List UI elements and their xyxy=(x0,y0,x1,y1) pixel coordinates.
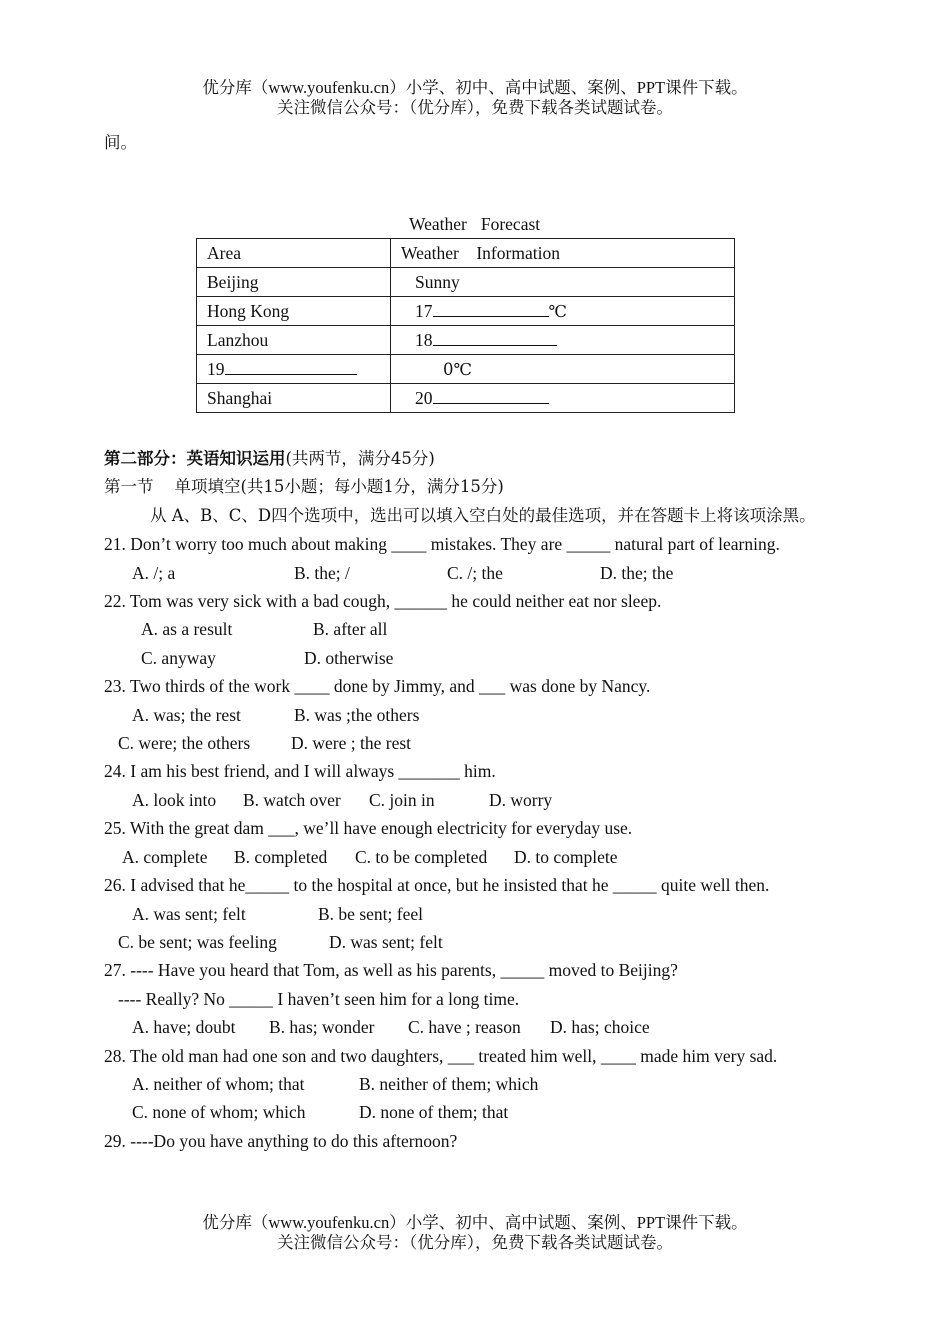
option-d: D. worry xyxy=(489,789,553,810)
exam-body xyxy=(104,445,864,1155)
question-25: 25. With the great dam ___, we’ll have enough electricity for everyday use. xyxy=(104,818,633,839)
question-26: 26. I advised that he_____ to the hospital at once, but he insisted that he _____ quite well then. xyxy=(104,875,770,896)
unit-celsius: ℃ xyxy=(548,302,567,321)
table-title xyxy=(409,214,554,235)
options-26-row2 xyxy=(104,928,864,956)
page-footer xyxy=(0,1213,950,1253)
table-title-a: Weather xyxy=(409,214,467,234)
option-a: A. look into xyxy=(132,789,217,810)
footer-line-2: 关注微信公众号：（优分库），免费下载各类试题试卷。 xyxy=(277,1233,673,1252)
row-info xyxy=(391,297,735,326)
answer-blank xyxy=(225,358,357,375)
options-24 xyxy=(104,786,864,814)
header-info: Weather Information xyxy=(391,239,735,268)
row-area: Hong Kong xyxy=(197,297,391,326)
header-area: Area xyxy=(197,239,391,268)
question-23: 23. Two thirds of the work ____ done by Jimmy, and ___ was done by Nancy. xyxy=(104,676,651,697)
option-b: B. after all xyxy=(313,619,388,640)
option-d: D. none of them; that xyxy=(359,1102,509,1123)
instruction: 从 A、B、C、D四个选项中，选出可以填入空白处的最佳选项，并在答题卡上将该项涂黑。 xyxy=(150,505,816,525)
options-28-row2 xyxy=(104,1098,864,1126)
answer-blank xyxy=(433,387,549,404)
blank-number: 18 xyxy=(415,330,433,350)
option-b: B. completed xyxy=(234,846,328,867)
table-row xyxy=(197,326,735,355)
part2-title xyxy=(104,445,864,473)
answer-blank xyxy=(433,329,557,346)
option-c: C. none of whom; which xyxy=(132,1102,306,1123)
options-21 xyxy=(104,559,864,587)
footer-line-1: 优分库（www.youfenku.cn）小学、初中、高中试题、案例、PPT课件下载。 xyxy=(202,1213,748,1232)
option-d: D. otherwise xyxy=(304,647,394,668)
option-a: A. was; the rest xyxy=(132,704,241,725)
option-d: D. the; the xyxy=(600,562,674,583)
option-a: A. was sent; felt xyxy=(132,903,246,924)
part2-title-bold: 第二部分：英语知识运用 xyxy=(104,449,286,468)
blank-number: 19 xyxy=(207,359,225,379)
row-area: Shanghai xyxy=(197,384,391,413)
question-27: 27. ---- Have you heard that Tom, as well as his parents, _____ moved to Beijing? xyxy=(104,960,678,981)
page-header-top xyxy=(0,78,950,118)
option-c: C. anyway xyxy=(141,647,216,668)
question-28: 28. The old man had one son and two daughters, ___ treated him well, ____ made him very sad. xyxy=(104,1045,778,1066)
options-22-row1 xyxy=(104,615,864,643)
table-row xyxy=(197,384,735,413)
option-b: B. has; wonder xyxy=(269,1017,375,1038)
option-d: D. has; choice xyxy=(550,1017,650,1038)
option-c: C. be sent; was feeling xyxy=(118,931,277,952)
row-info: 0℃ xyxy=(391,355,735,384)
options-27 xyxy=(104,1013,864,1041)
option-a: A. /; a xyxy=(132,562,176,583)
option-a: A. complete xyxy=(122,846,208,867)
part2-title-rest: (共两节，满分45分) xyxy=(285,449,435,468)
option-b: B. neither of them; which xyxy=(359,1073,539,1094)
option-c: C. have ; reason xyxy=(408,1017,521,1038)
section1-title: 第一节 单项填空(共15小题；每小题1分，满分15分) xyxy=(104,477,504,497)
question-24: 24. I am his best friend, and I will always _______ him. xyxy=(104,761,496,782)
row-info xyxy=(391,326,735,355)
row-area xyxy=(197,355,391,384)
header-line-1: 优分库（www.youfenku.cn）小学、初中、高中试题、案例、PPT课件下载。 xyxy=(202,78,748,97)
option-a: A. neither of whom; that xyxy=(132,1073,305,1094)
row-area: Beijing xyxy=(197,268,391,297)
question-27-reply: ---- Really? No _____ I haven’t seen him for a long time. xyxy=(118,988,520,1009)
option-d: D. were ; the rest xyxy=(291,733,412,754)
question-22: 22. Tom was very sick with a bad cough, ______ he could neither eat nor sleep. xyxy=(104,591,662,612)
option-a: A. have; doubt xyxy=(132,1017,236,1038)
option-c: C. join in xyxy=(369,789,435,810)
weather-forecast-table xyxy=(196,238,735,413)
options-28-row1 xyxy=(104,1070,864,1098)
option-b: B. was ;the others xyxy=(294,704,420,725)
table-title-b: Forecast xyxy=(480,214,541,234)
table-row xyxy=(197,355,735,384)
table-header-row xyxy=(197,239,735,268)
question-29: 29. ----Do you have anything to do this afternoon? xyxy=(104,1130,458,1151)
option-c: C. were; the others xyxy=(118,733,251,754)
option-d: D. was sent; felt xyxy=(329,931,443,952)
blank-number: 17 xyxy=(415,301,433,321)
question-21: 21. Don’t worry too much about making ____ mistakes. They are _____ natural part of learning. xyxy=(104,534,780,555)
option-b: B. be sent; feel xyxy=(318,903,423,924)
answer-blank xyxy=(433,300,549,317)
table-row xyxy=(197,297,735,326)
option-b: B. watch over xyxy=(243,789,341,810)
option-b: B. the; / xyxy=(294,562,350,583)
options-23-row2 xyxy=(104,729,864,757)
option-a: A. as a result xyxy=(141,619,233,640)
options-26-row1 xyxy=(104,900,864,928)
options-23-row1 xyxy=(104,701,864,729)
row-area: Lanzhou xyxy=(197,326,391,355)
header-line-2: 关注微信公众号：（优分库），免费下载各类试题试卷。 xyxy=(277,98,673,117)
option-c: C. to be completed xyxy=(355,846,488,867)
options-22-row2 xyxy=(104,644,864,672)
row-info: Sunny xyxy=(391,268,735,297)
row-info xyxy=(391,384,735,413)
table-row xyxy=(197,268,735,297)
continued-fragment: 间。 xyxy=(104,133,137,152)
option-d: D. to complete xyxy=(514,846,618,867)
blank-number: 20 xyxy=(415,388,433,408)
options-25 xyxy=(104,843,864,871)
option-c: C. /; the xyxy=(447,562,503,583)
